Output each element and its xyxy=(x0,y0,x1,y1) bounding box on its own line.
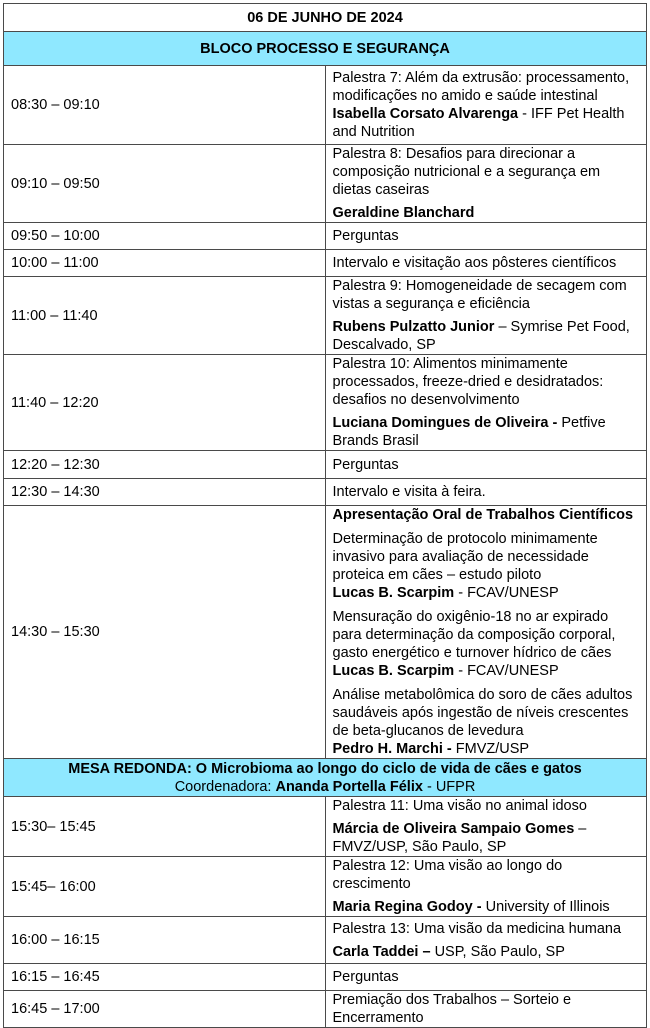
time-cell: 12:30 – 14:30 xyxy=(4,479,326,506)
session-title: Palestra 12: Uma visão ao longo do crescimento xyxy=(332,858,563,892)
speaker-name: Luciana Domingues de Oliveira - xyxy=(332,415,558,431)
session-title: Intervalo e visita à feira. xyxy=(325,479,647,506)
time-cell: 09:10 – 09:50 xyxy=(4,145,326,223)
session-cell xyxy=(325,145,647,223)
time-cell: 16:45 – 17:00 xyxy=(4,991,326,1028)
oral-title: Mensuração do oxigênio-18 no ar expirado para determinação da composição corporal, gasto energético e turnover hídrico de cães xyxy=(332,609,616,661)
block-header: BLOCO PROCESSO E SEGURANÇA xyxy=(4,32,647,66)
speaker-name: Isabella Corsato Alvarenga xyxy=(332,106,519,122)
time-cell: 08:30 – 09:10 xyxy=(4,66,326,145)
session-cell xyxy=(325,277,647,355)
time-cell: 16:00 – 16:15 xyxy=(4,917,326,964)
speaker-affiliation: Petfive Brands Brasil xyxy=(332,415,606,449)
table-row xyxy=(4,145,647,223)
session-title: Palestra 7: Além da extrusão: processamento, modificações no amido e saúde intestinal xyxy=(332,70,630,104)
table-row xyxy=(4,797,647,857)
round-table-header xyxy=(4,759,647,797)
time-cell: 14:30 – 15:30 xyxy=(4,506,326,759)
speaker-name: Rubens Pulzatto Junior xyxy=(332,319,495,335)
table-row xyxy=(4,451,647,479)
schedule-table xyxy=(3,3,647,1028)
table-row xyxy=(4,991,647,1028)
session-title: Palestra 10: Alimentos minimamente processados, freeze-dried e desidratados: desafios no desenvolvimento xyxy=(332,356,604,408)
session-title: Palestra 9: Homogeneidade de secagem com vistas a segurança e eficiência xyxy=(332,278,627,312)
oral-title: Análise metabolômica do soro de cães adultos saudáveis após ingestão de níveis crescentes de beta-glucanos de levedura xyxy=(332,687,633,739)
speaker-affiliation: - FCAV/UNESP xyxy=(454,663,559,679)
table-row xyxy=(4,250,647,277)
session-title: Palestra 13: Uma visão da medicina humana xyxy=(332,920,622,937)
speaker-name: Lucas B. Scarpim xyxy=(332,585,455,601)
coordinator-label: Coordenadora: xyxy=(174,778,276,795)
time-cell: 09:50 – 10:00 xyxy=(4,223,326,250)
session-title: Perguntas xyxy=(325,223,647,250)
time-cell: 15:30– 15:45 xyxy=(4,797,326,857)
time-cell: 11:00 – 11:40 xyxy=(4,277,326,355)
table-row xyxy=(4,355,647,451)
session-cell xyxy=(325,857,647,917)
time-cell: 15:45– 16:00 xyxy=(4,857,326,917)
table-row xyxy=(4,66,647,145)
table-row xyxy=(4,964,647,991)
speaker-affiliation: - FCAV/UNESP xyxy=(454,585,559,601)
oral-heading: Apresentação Oral de Trabalhos Científicos xyxy=(332,507,634,523)
session-title: Intervalo e visitação aos pôsteres científicos xyxy=(325,250,647,277)
session-cell xyxy=(325,797,647,857)
speaker-name: Geraldine Blanchard xyxy=(332,205,475,221)
coordinator-affiliation: - UFPR xyxy=(422,778,476,795)
speaker-name: Márcia de Oliveira Sampaio Gomes xyxy=(332,821,575,837)
speaker-affiliation: - IFF Pet Health and Nutrition xyxy=(332,106,625,140)
time-cell: 16:15 – 16:45 xyxy=(4,964,326,991)
speaker-affiliation: University of Illinois xyxy=(481,899,610,915)
speaker-name: Pedro H. Marchi - xyxy=(332,741,452,757)
table-row xyxy=(4,277,647,355)
session-cell xyxy=(325,355,647,451)
session-title: Premiação dos Trabalhos – Sorteio e Encerramento xyxy=(325,991,647,1028)
speaker-name: Lucas B. Scarpim xyxy=(332,663,455,679)
session-cell xyxy=(325,917,647,964)
oral-session-cell xyxy=(325,506,647,759)
speaker-affiliation: – Symrise Pet Food, Descalvado, SP xyxy=(332,319,630,353)
session-title: Perguntas xyxy=(325,451,647,479)
time-cell: 12:20 – 12:30 xyxy=(4,451,326,479)
session-title: Palestra 8: Desafios para direcionar a composição nutricional e a segurança em dietas caseiras xyxy=(332,146,601,198)
speaker-affiliation: FMVZ/USP xyxy=(451,741,530,757)
session-cell xyxy=(325,66,647,145)
speaker-affiliation: – FMVZ/USP, São Paulo, SP xyxy=(332,821,587,855)
table-row xyxy=(4,506,647,759)
speaker-name: Carla Taddei – xyxy=(332,943,431,960)
coordinator-name: Ananda Portella Félix xyxy=(275,778,423,795)
table-row xyxy=(4,479,647,506)
speaker-name: Maria Regina Godoy - xyxy=(332,899,482,915)
session-title: Perguntas xyxy=(325,964,647,991)
table-row xyxy=(4,223,647,250)
speaker-affiliation: USP, São Paulo, SP xyxy=(430,943,565,960)
date-header: 06 DE JUNHO DE 2024 xyxy=(4,4,647,32)
oral-title: Determinação de protocolo minimamente invasivo para avaliação de necessidade proteica em cães – estudo piloto xyxy=(332,531,598,583)
table-row xyxy=(4,857,647,917)
session-title: Palestra 11: Uma visão no animal idoso xyxy=(332,798,587,814)
time-cell: 10:00 – 11:00 xyxy=(4,250,326,277)
time-cell: 11:40 – 12:20 xyxy=(4,355,326,451)
round-table-title: MESA REDONDA: O Microbioma ao longo do ciclo de vida de cães e gatos xyxy=(68,760,582,777)
table-row xyxy=(4,917,647,964)
